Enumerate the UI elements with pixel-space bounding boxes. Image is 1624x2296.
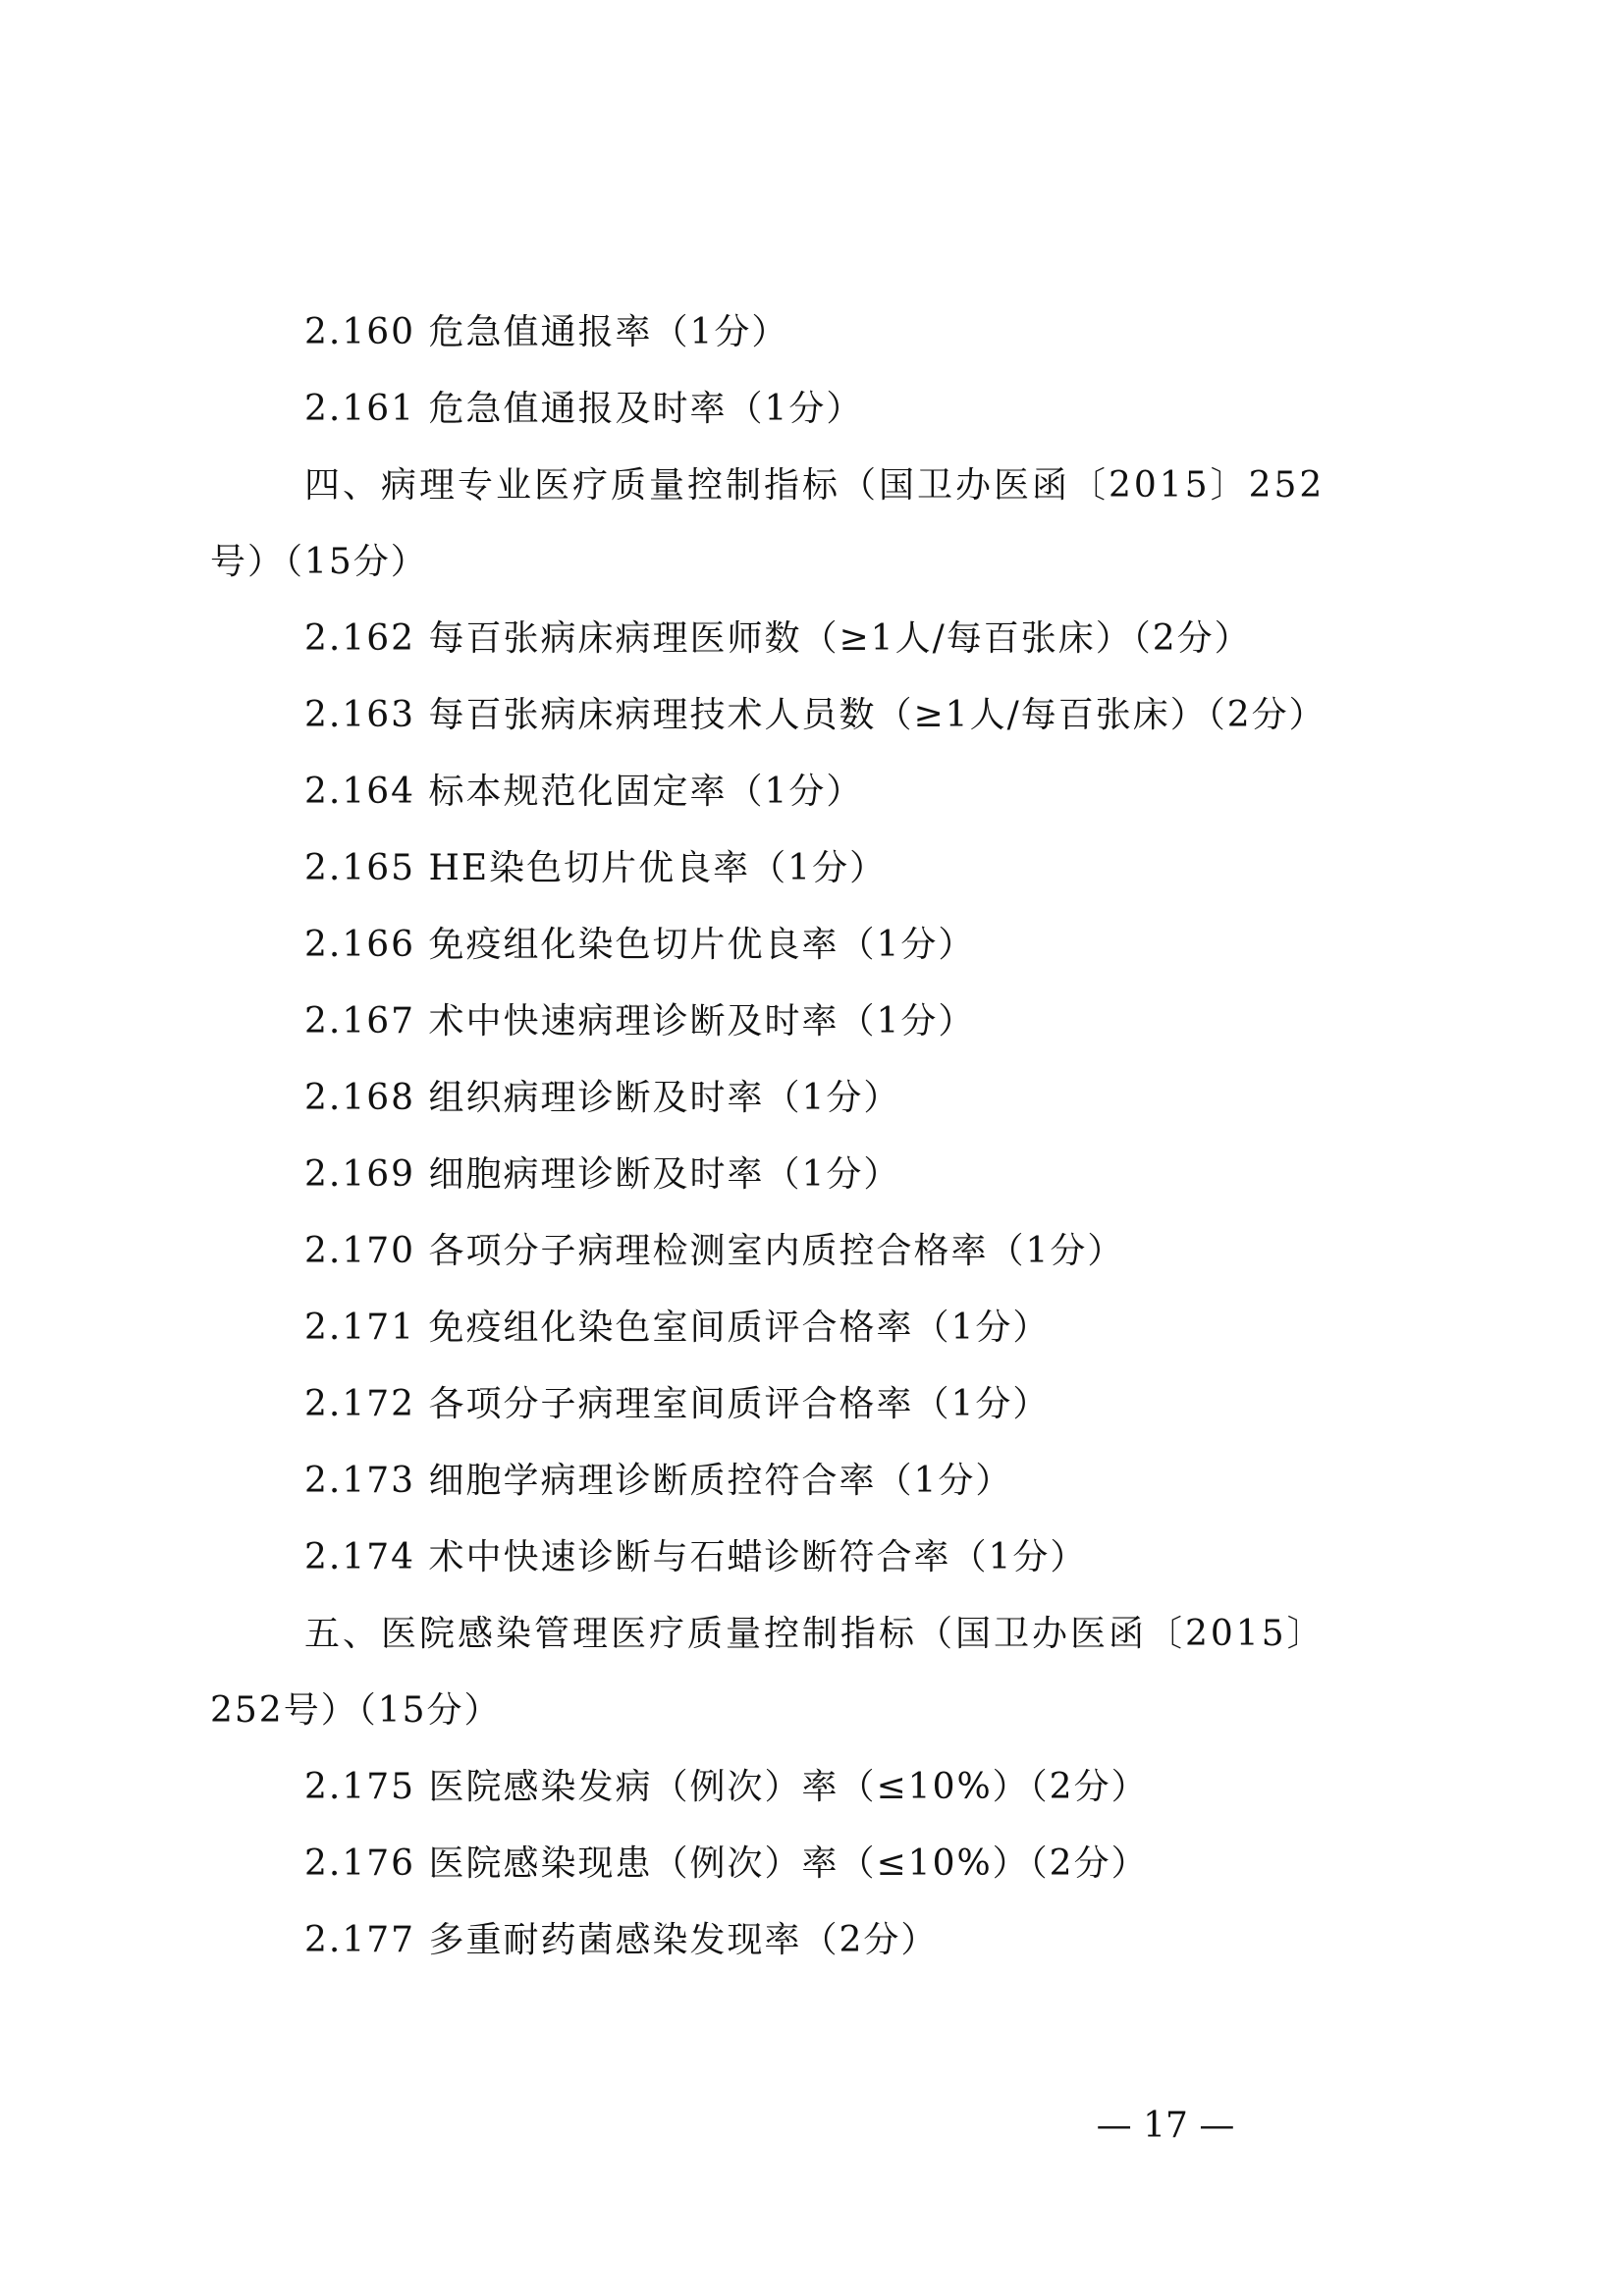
page-body (210, 294, 1428, 1979)
page-number: — 17 — (1096, 2106, 1235, 2146)
list-item: 2.168 组织病理诊断及时率（1分） (304, 1078, 901, 1118)
list-item: 2.165 HE染色切片优良率（1分） (304, 848, 888, 888)
list-item: 2.160 危急值通报率（1分） (304, 312, 789, 352)
list-item: 2.163 每百张病床病理技术人员数（≥1人/每百张床）（2分） (304, 695, 1326, 735)
list-item: 2.161 危急值通报及时率（1分） (304, 389, 864, 429)
section-heading-continuation: 号）（15分） (210, 542, 428, 582)
list-item: 2.169 细胞病理诊断及时率（1分） (304, 1154, 901, 1195)
list-item: 2.172 各项分子病理室间质评合格率（1分） (304, 1384, 1051, 1424)
list-item: 2.167 术中快速病理诊断及时率（1分） (304, 1001, 976, 1041)
list-item: 2.171 免疫组化染色室间质评合格率（1分） (304, 1308, 1051, 1348)
section-heading-continuation: 252号）（15分） (210, 1690, 502, 1731)
list-item: 2.164 标本规范化固定率（1分） (304, 772, 864, 812)
list-item: 2.173 细胞学病理诊断质控符合率（1分） (304, 1461, 1013, 1501)
list-item: 2.176 医院感染现患（例次）率（≤10%）（2分） (304, 1843, 1149, 1884)
list-item: 2.174 术中快速诊断与石蜡诊断符合率（1分） (304, 1537, 1088, 1577)
list-item: 2.177 多重耐药菌感染发现率（2分） (304, 1920, 939, 1960)
section-heading: 四、病理专业医疗质量控制指标（国卫办医函〔2015〕252 (304, 465, 1326, 506)
list-item: 2.162 每百张病床病理医师数（≥1人/每百张床）（2分） (304, 618, 1252, 659)
list-item: 2.166 免疫组化染色切片优良率（1分） (304, 925, 976, 965)
list-item: 2.170 各项分子病理检测室内质控合格率（1分） (304, 1231, 1125, 1271)
list-item: 2.175 医院感染发病（例次）率（≤10%）（2分） (304, 1767, 1149, 1807)
section-heading: 五、医院感染管理医疗质量控制指标（国卫办医函〔2015〕 (304, 1614, 1326, 1654)
